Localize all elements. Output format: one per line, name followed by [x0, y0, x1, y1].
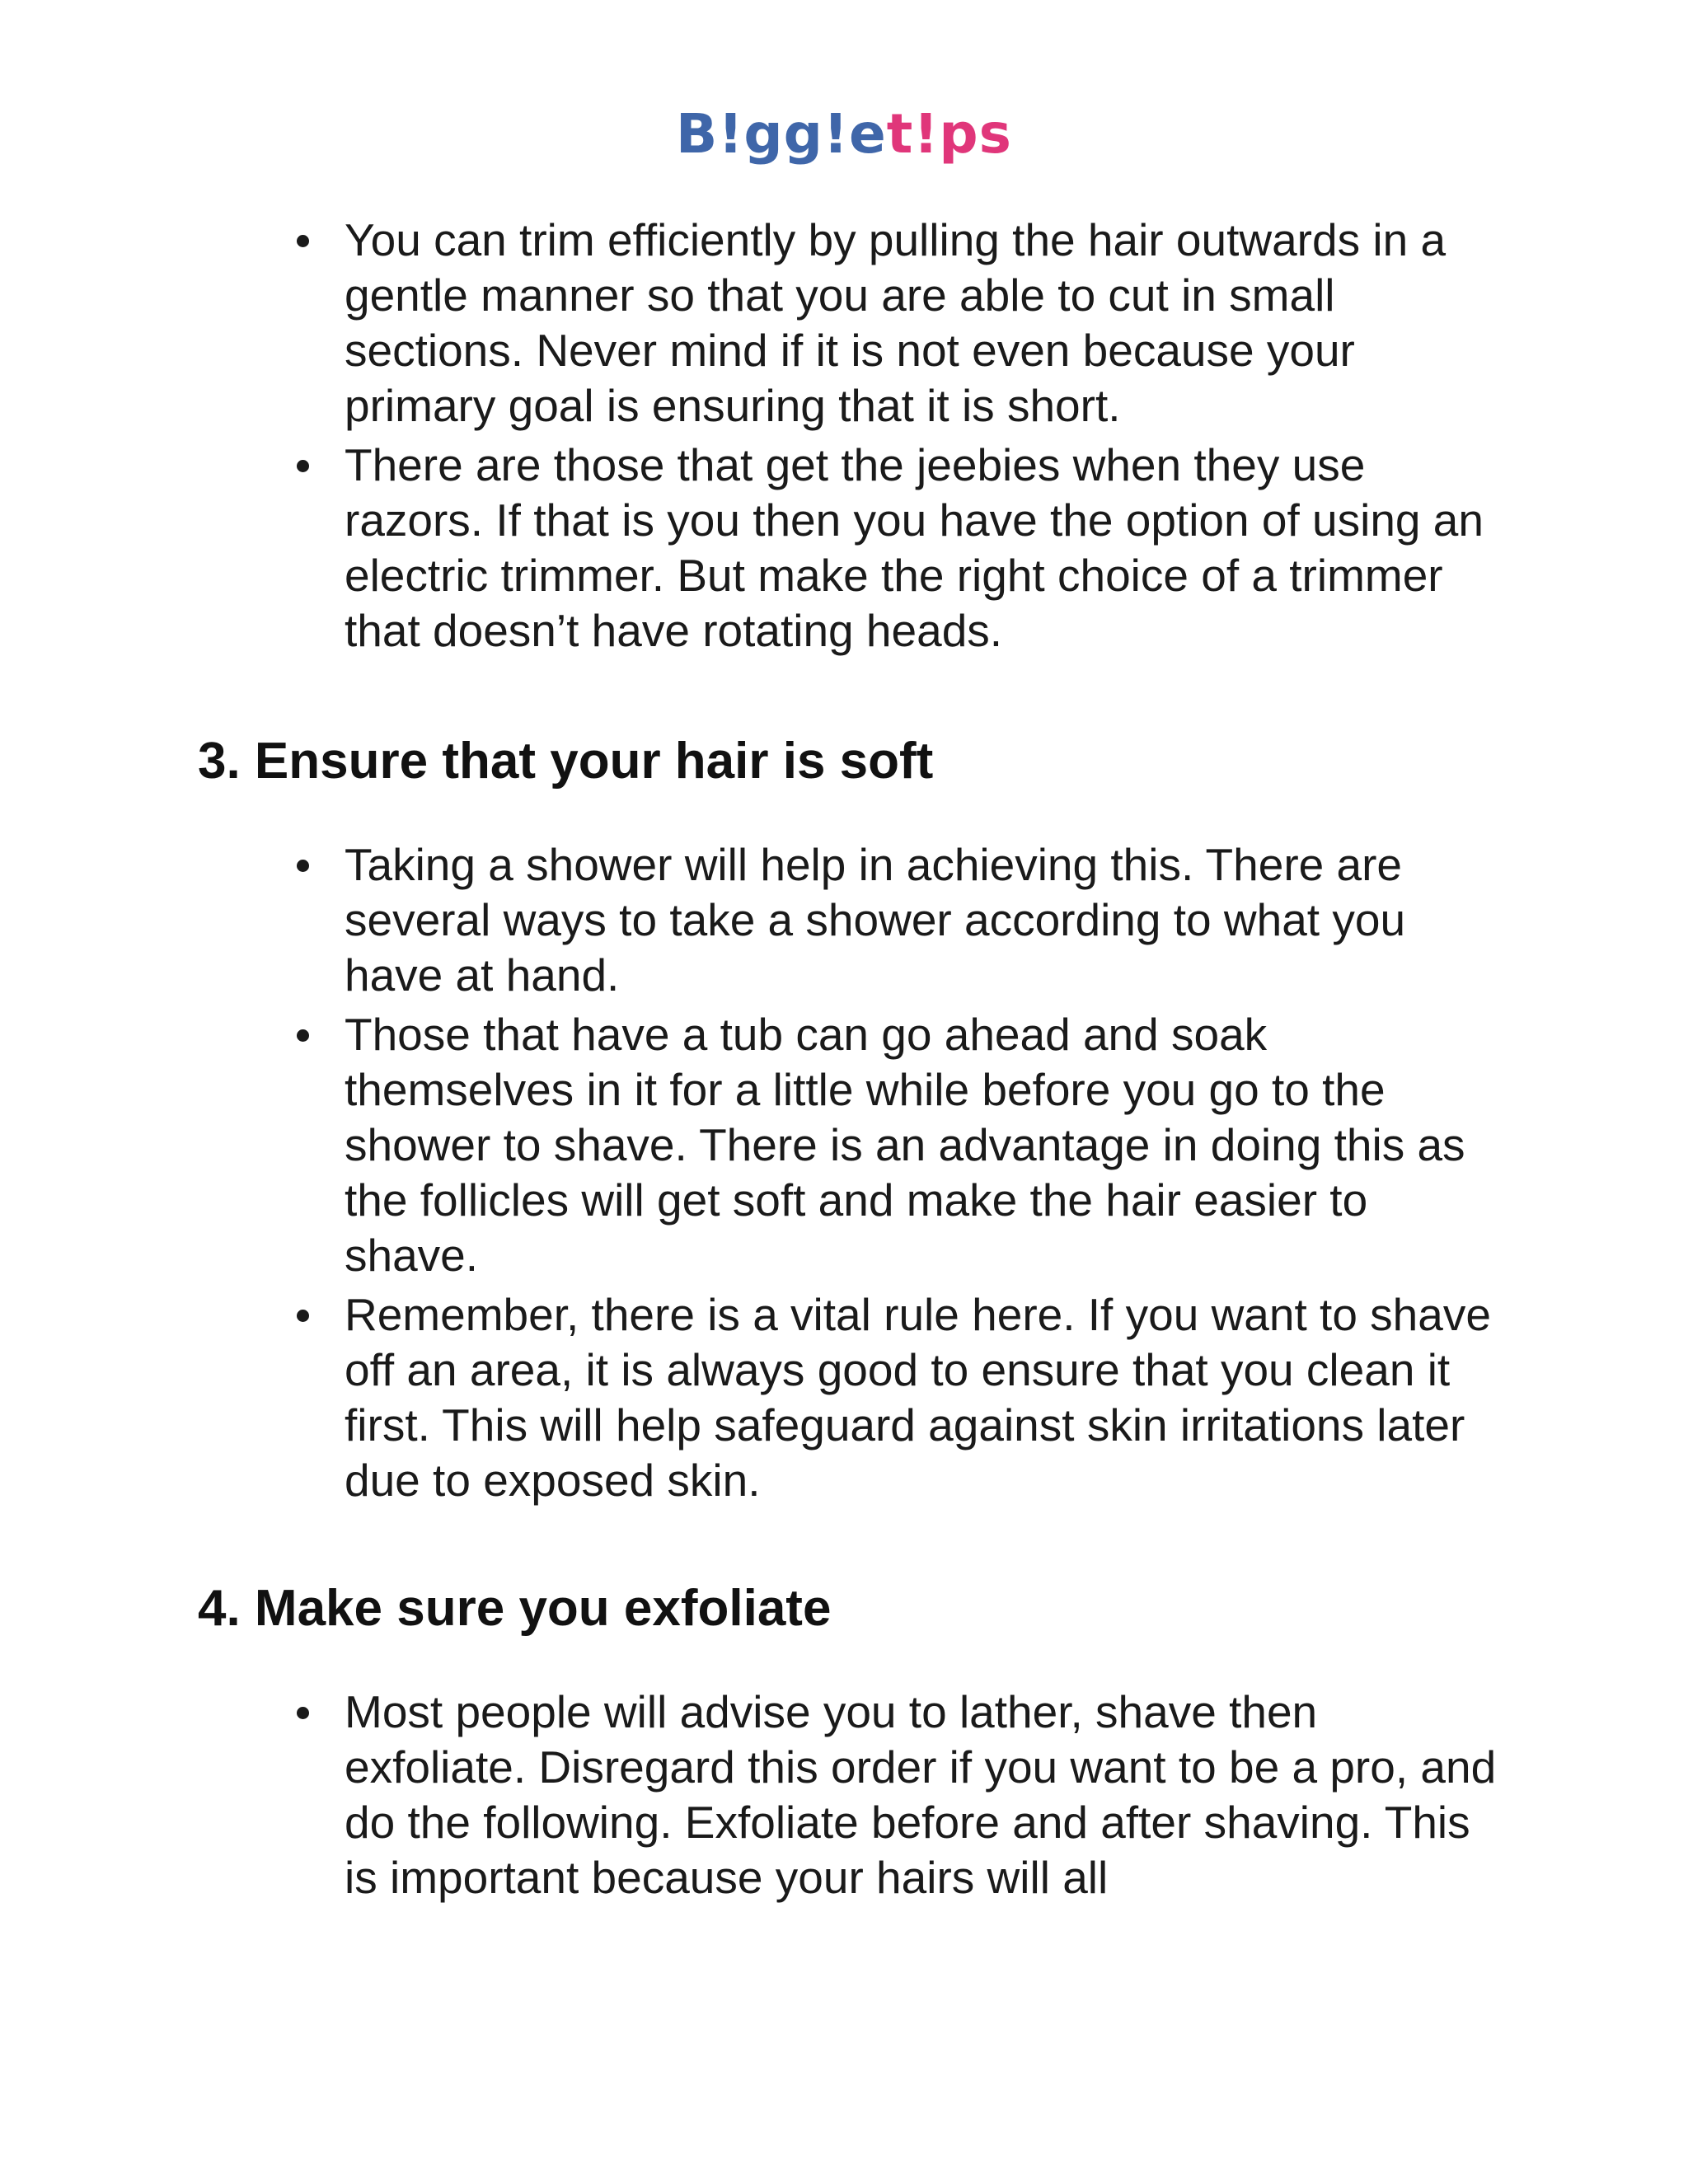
list-item: [345, 1685, 1498, 1905]
list-item-text: There are those that get the jeebies when they use razors. If that is you then you have the option of using an electric trimmer. But make the right choice of a trimmer that doesn’t have rotating heads.: [345, 439, 1484, 656]
bullet-list-exfoliate: [345, 1685, 1498, 1910]
bullet-list-soft-hair: [345, 837, 1498, 1512]
list-item-text: Remember, there is a vital rule here. If you want to shave off an area, it is always good to ensure that you clean it first. This will help safeguard against skin irritations later due to exposed skin.: [345, 1289, 1491, 1506]
list-item-text: You can trim efficiently by pulling the hair outwards in a gentle manner so that you are able to cut in small sections. Never mind if it is not even because your primary goal is ensuring that it is short.: [345, 214, 1447, 431]
section-heading-exfoliate: 4. Make sure you exfoliate: [198, 1580, 832, 1637]
bullet-icon: [297, 1707, 309, 1719]
bullet-icon: [297, 460, 309, 472]
list-item: [345, 438, 1498, 658]
list-item: [345, 213, 1498, 434]
bullet-list-trimming: [345, 213, 1498, 663]
list-item-text: Most people will advise you to lather, shave then exfoliate. Disregard this order if you want to be a pro, and do the following. Exfoliate before and after shaving. This is important because your hairs will all: [345, 1686, 1497, 1903]
logo-text-part-a: B!gg!e: [676, 102, 887, 166]
list-item: [345, 1007, 1498, 1283]
bullet-icon: [297, 235, 309, 247]
biggietips-logo: [0, 97, 1688, 171]
logo-text-part-b: t!ps: [886, 102, 1012, 166]
bullet-icon: [297, 860, 309, 872]
list-item-text: Those that have a tub can go ahead and soak themselves in it for a little while before you go to the shower to shave. There is an advantage in doing this as the follicles will get soft and make the hair easier to shave.: [345, 1009, 1465, 1281]
list-item: [345, 1287, 1498, 1508]
bullet-icon: [297, 1310, 309, 1322]
list-item: [345, 837, 1498, 1003]
list-item-text: Taking a shower will help in achieving this. There are several ways to take a shower according to what you have at hand.: [345, 839, 1406, 1001]
bullet-icon: [297, 1029, 309, 1042]
section-heading-soft-hair: 3. Ensure that your hair is soft: [198, 733, 934, 790]
